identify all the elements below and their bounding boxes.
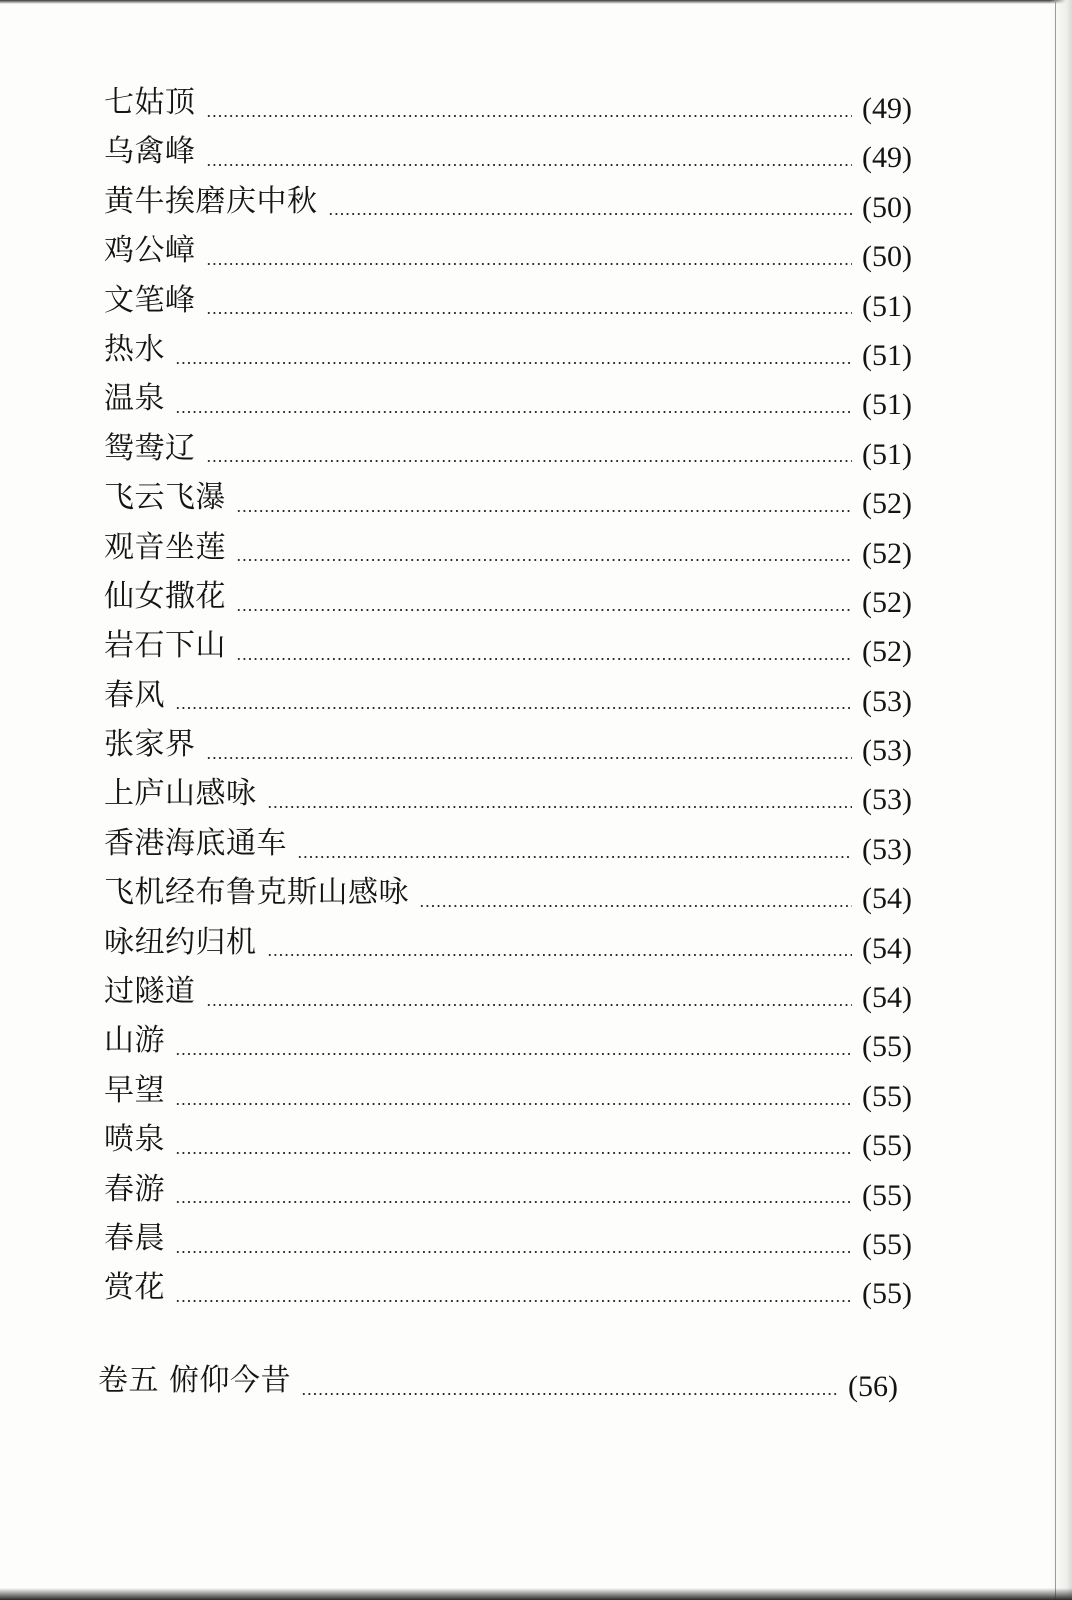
section-title: 卷五 俯仰今昔 <box>98 1363 292 1398</box>
toc-entry-page-number: (53) <box>862 783 912 817</box>
toc-entry-page-number: (52) <box>862 536 912 570</box>
leader-dots <box>175 707 852 709</box>
leader-dots <box>206 757 853 759</box>
toc-entry-page-number: (55) <box>862 1227 912 1261</box>
toc-entry <box>104 78 912 127</box>
toc-entry-title: 赏花 <box>104 1270 165 1306</box>
toc-entry <box>104 1115 912 1164</box>
toc-entry-page-number: (55) <box>862 1129 912 1163</box>
toc-entry-page-number: (52) <box>862 635 912 669</box>
toc-entry-title: 乌禽峰 <box>104 134 196 170</box>
toc-entry <box>104 127 912 176</box>
leader-dots <box>175 1251 852 1253</box>
toc-entry-page-number: (52) <box>862 487 912 521</box>
toc-entry-title: 春游 <box>104 1171 165 1207</box>
toc-entry-title: 鸡公嶂 <box>104 233 196 269</box>
toc-entry <box>104 769 912 818</box>
toc-entry <box>104 325 912 374</box>
leader-dots <box>236 609 852 611</box>
toc-entry-title: 仙女撒花 <box>104 578 226 614</box>
toc-entry-title: 岩石下山 <box>104 628 226 664</box>
toc-entry-page-number: (53) <box>862 734 912 768</box>
leader-dots <box>206 263 853 265</box>
toc-entry-page-number: (53) <box>862 832 912 866</box>
toc-entry-title: 黄牛挨磨庆中秋 <box>104 183 318 219</box>
leader-dots <box>206 164 853 166</box>
toc-entry <box>104 819 912 868</box>
leader-dots <box>206 460 853 462</box>
toc-entry <box>104 671 912 720</box>
toc-entry-page-number: (52) <box>862 585 912 619</box>
toc-entry <box>104 720 912 769</box>
toc-entry <box>104 374 912 423</box>
page-top-edge <box>0 0 1072 4</box>
toc-entry <box>104 572 912 621</box>
leader-dots <box>267 954 853 956</box>
toc-entry <box>104 424 912 473</box>
leader-dots <box>267 806 853 808</box>
toc-entry-title: 春风 <box>104 677 165 713</box>
toc-entry <box>104 276 912 325</box>
toc-entry-page-number: (50) <box>862 190 912 224</box>
leader-dots <box>175 1201 852 1203</box>
toc-entry <box>104 226 912 275</box>
page-right-edge-line <box>1055 0 1056 1600</box>
toc-entry-page-number: (50) <box>862 240 912 274</box>
leader-dots <box>328 213 853 215</box>
toc-entry-title: 山游 <box>104 1023 165 1059</box>
toc-entry-title: 观音坐莲 <box>104 529 226 565</box>
leader-dots <box>175 1053 852 1055</box>
toc-entry-page-number: (55) <box>862 1030 912 1064</box>
leader-dots <box>206 312 853 314</box>
toc-entry-title: 七姑顶 <box>104 85 196 120</box>
toc-entry <box>104 967 912 1016</box>
leader-dots <box>175 1152 852 1154</box>
toc-entry-title: 早望 <box>104 1072 165 1108</box>
toc-entry-page-number: (55) <box>862 1178 912 1212</box>
toc-entry <box>104 868 912 917</box>
toc-entry-title: 喷泉 <box>104 1122 165 1158</box>
toc-entry <box>104 1016 912 1065</box>
toc-entry <box>104 523 912 572</box>
toc-entry-page-number: (51) <box>862 388 912 422</box>
toc-entry-page-number: (51) <box>862 289 912 323</box>
leader-dots <box>175 1300 852 1302</box>
toc-entry-title: 张家界 <box>104 727 196 763</box>
leader-dots <box>236 559 852 561</box>
page-right-shadow <box>1050 0 1072 1600</box>
toc-entry <box>104 1066 912 1115</box>
toc-entry <box>104 1165 912 1214</box>
leader-dots <box>236 510 852 512</box>
toc-entry-page-number: (55) <box>862 1277 912 1311</box>
toc-entry-page-number: (53) <box>862 684 912 718</box>
toc-entry-page-number: (55) <box>862 1079 912 1113</box>
toc-entry-title: 热水 <box>104 331 165 367</box>
toc-entry <box>104 1214 912 1263</box>
toc-entry <box>104 473 912 522</box>
toc-entry-page-number: (51) <box>862 437 912 471</box>
toc-entry-title: 过隧道 <box>104 974 196 1010</box>
toc-entry-page-number: (49) <box>862 92 912 125</box>
toc-entry-title: 上庐山感咏 <box>104 776 257 812</box>
toc-entry-page-number: (54) <box>862 931 912 965</box>
leader-dots <box>175 362 852 364</box>
toc-entry-title: 鸳鸯辽 <box>104 430 196 466</box>
leader-dots <box>236 658 852 660</box>
section-page-number: (56) <box>848 1370 898 1403</box>
leader-dots <box>206 115 853 117</box>
leader-dots <box>301 1393 838 1395</box>
leader-dots <box>297 856 852 858</box>
table-of-contents <box>104 78 912 1313</box>
leader-dots <box>175 411 852 413</box>
leader-dots <box>419 905 852 907</box>
section-heading-row <box>98 1356 898 1405</box>
toc-entry <box>104 918 912 967</box>
toc-entry <box>104 621 912 670</box>
toc-entry-title: 飞机经布鲁克斯山感咏 <box>104 875 409 911</box>
leader-dots <box>206 1004 853 1006</box>
toc-entry-title: 温泉 <box>104 381 165 417</box>
toc-entry-page-number: (51) <box>862 338 912 372</box>
leader-dots <box>175 1103 852 1105</box>
toc-entry <box>104 1263 912 1312</box>
toc-entry-page-number: (54) <box>862 882 912 916</box>
toc-entry <box>104 177 912 226</box>
toc-entry-page-number: (49) <box>862 141 912 175</box>
toc-entry-page-number: (54) <box>862 981 912 1015</box>
toc-entry-title: 春晨 <box>104 1220 165 1256</box>
page-bottom-edge <box>0 1588 1072 1600</box>
toc-entry-title: 文笔峰 <box>104 282 196 318</box>
toc-entry-title: 咏纽约归机 <box>104 924 257 960</box>
toc-entry-title: 飞云飞瀑 <box>104 480 226 516</box>
toc-entry-title: 香港海底通车 <box>104 825 287 861</box>
